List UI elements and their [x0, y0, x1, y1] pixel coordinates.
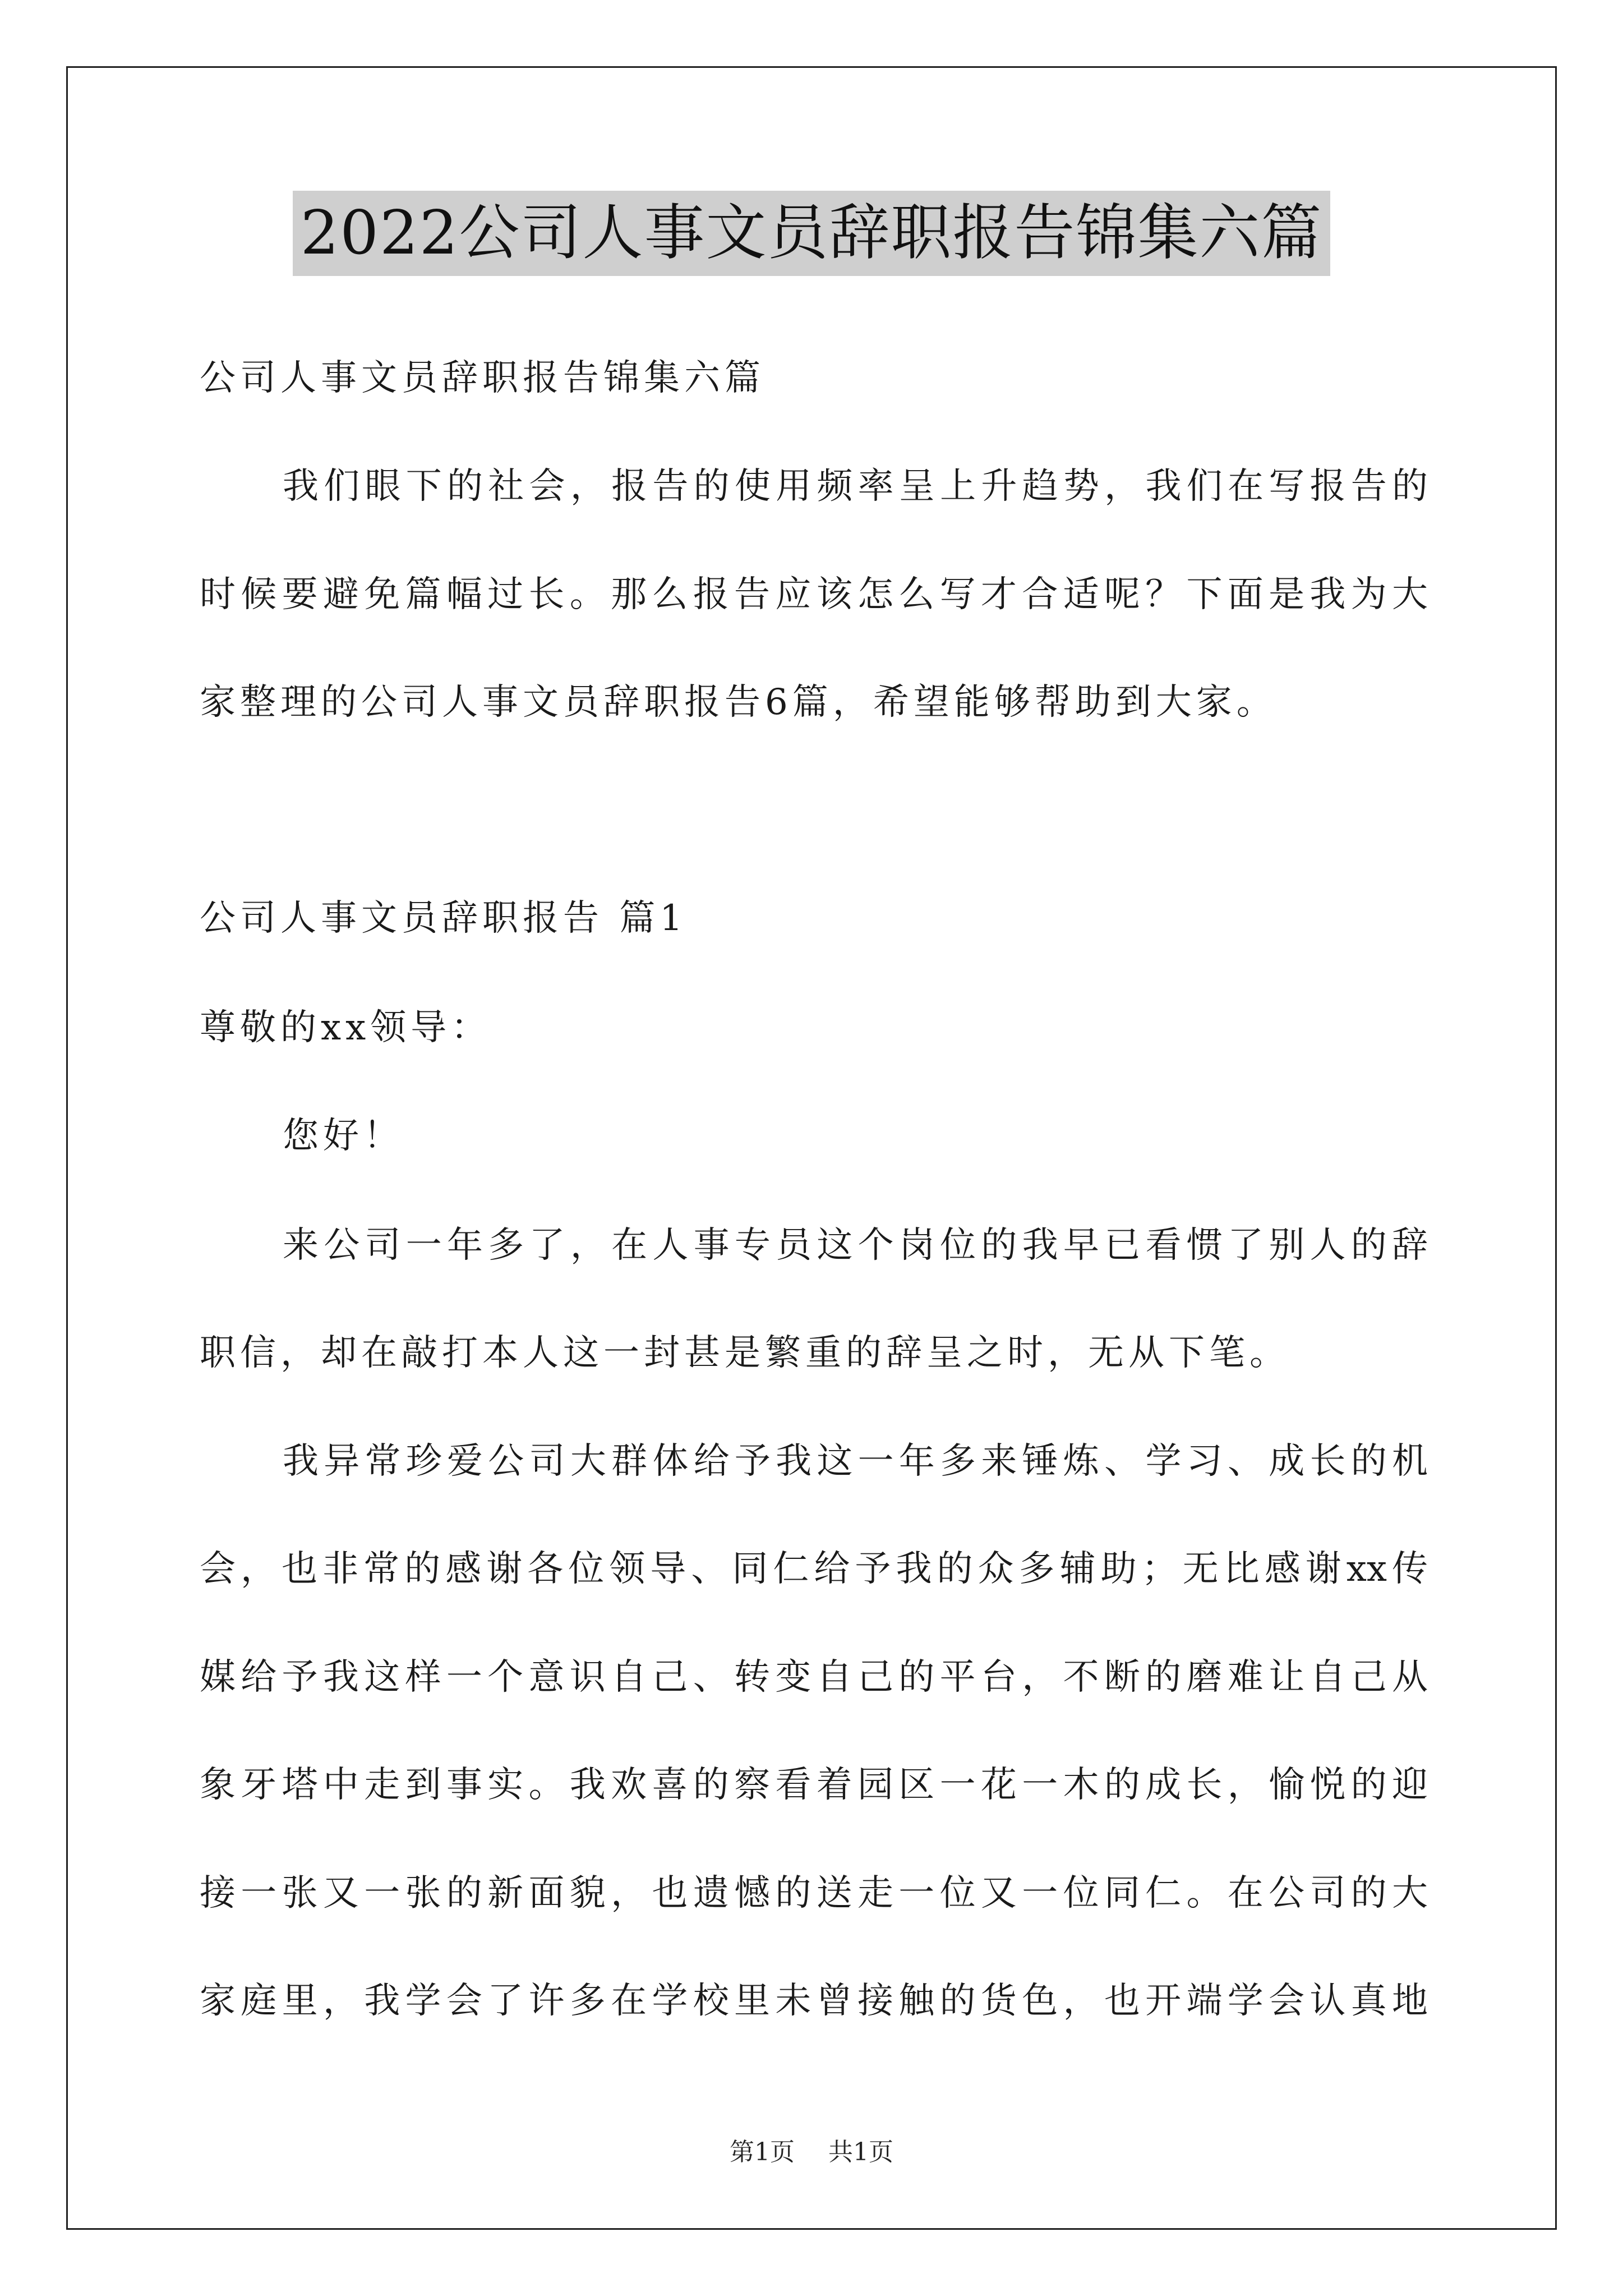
- paragraph-line: 我异常珍爱公司大群体给予我这一年多来锤炼、学习、成长的机: [283, 1441, 1428, 1482]
- paragraph-line: 会，也非常的感谢各位领导、同仁给予我的众多辅助；无比感谢xx传: [200, 1548, 1428, 1590]
- paragraph-line: 家整理的公司人事文员辞职报告6篇，希望能够帮助到大家。: [200, 682, 1277, 723]
- document-title: 2022公司人事文员辞职报告锦集六篇: [293, 191, 1331, 276]
- paragraph-line: 家庭里，我学会了许多在学校里未曾接触的货色，也开端学会认真地: [200, 1980, 1428, 2022]
- section-heading: 公司人事文员辞职报告 篇1: [200, 898, 688, 939]
- page-number: 第1页: [730, 2138, 795, 2166]
- paragraph-line: 媒给予我这样一个意识自己、转变自己的平台，不断的磨难让自己从: [200, 1657, 1428, 1698]
- paragraph-line: 职信，却在敲打本人这一封甚是繁重的辞呈之时，无从下笔。: [200, 1332, 1290, 1374]
- title-container: [0, 191, 1623, 276]
- paragraph-line: 象牙塔中走到事实。我欢喜的察看着园区一花一木的成长，愉悦的迎: [200, 1764, 1428, 1806]
- page-footer: [0, 2132, 1623, 2168]
- paragraph-line: 我们眼下的社会，报告的使用频率呈上升趋势，我们在写报告的: [283, 466, 1428, 507]
- page-total: 共1页: [828, 2138, 893, 2166]
- subtitle-line: 公司人事文员辞职报告锦集六篇: [200, 357, 765, 399]
- paragraph-line: 接一张又一张的新面貌，也遗憾的送走一位又一位同仁。在公司的大: [200, 1872, 1428, 1914]
- salutation: 尊敬的xx领导：: [200, 1007, 492, 1048]
- greeting: 您好！: [283, 1115, 404, 1157]
- paragraph-line: 来公司一年多了，在人事专员这个岗位的我早已看惯了别人的辞: [283, 1225, 1428, 1266]
- paragraph-line: 时候要避免篇幅过长。那么报告应该怎么写才合适呢？下面是我为大: [200, 574, 1428, 615]
